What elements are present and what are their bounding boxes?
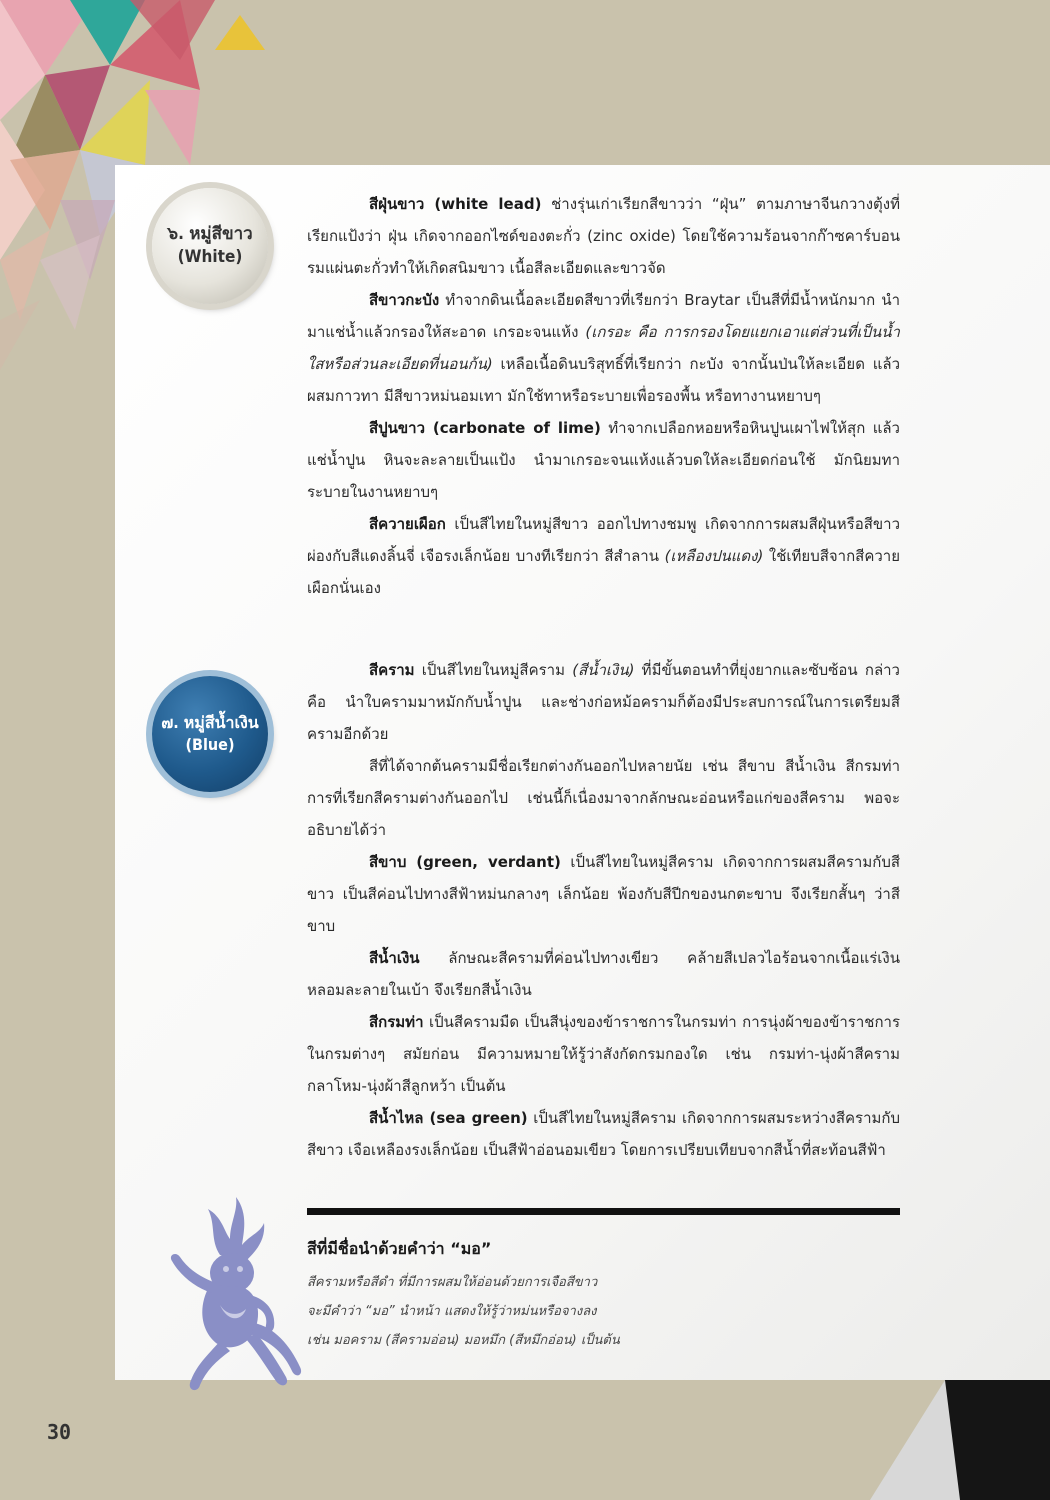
badge-subtitle: (Blue) (185, 735, 235, 754)
paragraph-text: เป็นสีไทยในหมู่สีขาว ออกไปทางชมพู เกิดจากการผสมสีฝุ่นหรือสีขาวผ่องกับสีแดงลิ้นจี่ เจือรงเล็กน้อย บางทีเรียกว่า สีสำลาน (307, 515, 900, 565)
paragraph-note: (เกรอะ คือ การกรองโดยแยกเอาแต่ส่วนที่เป็นน้ำใสหรือส่วนละเอียดที่นอนก้น) (307, 323, 900, 373)
paragraph (307, 942, 900, 1006)
badge-title: ๖. หมู่สีขาว (167, 224, 253, 245)
term: สีปูนขาว (carbonate of lime) (369, 419, 601, 437)
note-box (307, 1237, 907, 1355)
thai-mythical-figure-illustration (150, 1195, 305, 1410)
paragraph-text: ทำจากดินเนื้อละเอียดสีขาวที่เรียกว่า Braytar เป็นสีที่มีน้ำหนักมาก นำมาแช่น้ำแล้วกรองให้สะอาด เกรอะจนแห้ง (307, 291, 900, 341)
page-number: 30 (47, 1420, 72, 1444)
term: สีควายเผือก (369, 515, 446, 533)
paragraph (307, 412, 900, 508)
paragraph (307, 750, 900, 846)
paragraph-text: ที่มีขั้นตอนทำที่ยุ่งยากและซับซ้อน กล่าวคือ นำใบครามมาหมักกับน้ำปูน และช่างก่อหม้อครามก็ต้องมีประสบการณ์ในการเตรียมสีครามอีกด้วย (307, 661, 900, 743)
paragraph (307, 508, 900, 604)
note-body (307, 1268, 907, 1355)
divider (307, 1208, 900, 1215)
section-badge-white (152, 188, 268, 304)
paragraph-text: เป็นสีครามมืด เป็นสีนุ่งของข้าราชการในกรมท่า การนุ่งผ้าของข้าราชการในกรมต่างๆ สมัยก่อน มีความหมายให้รู้ว่าสังกัดกรมกองใด เช่น กรมท่า-นุ่งผ้าสีคราม กลาโหม-นุ่งผ้าสีลูกหว้า เป็นต้น (307, 1013, 900, 1095)
paragraph-note: (เหลืองปนแดง) (664, 547, 764, 565)
paragraph-text: เป็นสีไทยในหมู่สีคราม เกิดจากการผสมระหว่างสีครามกับสีขาว เจือเหลืองรงเล็กน้อย เป็นสีฟ้าอ่อนอมเขียว โดยการเปรียบเทียบจากสีน้ำที่สะท้อนสีฟ้า (307, 1109, 900, 1159)
paragraph-text: ช่างรุ่นเก่าเรียกสีขาวว่า “ฝุ่น” ตามภาษาจีนกวางตุ้งที่เรียกแป้งว่า ฝุ่น เกิดจากออกไซด์ของตะกั่ว (zinc oxide) โดยใช้ความร้อนจากก๊าซคาร์บอน รมแผ่นตะกั่วทำให้เกิดสนิมขาว เนื้อสีละเอียดและขาวจัด (307, 195, 900, 277)
term: สีน้ำเงิน (369, 949, 420, 967)
paragraph-text: เป็นสีไทยในหมู่สีคราม (414, 661, 573, 679)
note-title: สีที่มีชื่อนำด้วยคำว่า “มอ” (307, 1239, 492, 1258)
term: สีน้ำไหล (sea green) (369, 1109, 528, 1127)
note-line: เช่น มอคราม (สีครามอ่อน) มอหมึก (สีหมึกอ่อน) เป็นต้น (307, 1333, 620, 1348)
section-white-text (307, 188, 900, 604)
paragraph-text: ลักษณะสีครามที่ค่อนไปทางเขียว คล้ายสีเปลวไอร้อนจากเนื้อแร่เงินหลอมละลายในเบ้า จึงเรียกสีน้ำเงิน (307, 949, 900, 999)
term: สีฝุ่นขาว (white lead) (369, 195, 542, 213)
paragraph-text: เหลือเนื้อดินบริสุทธิ์ที่เรียกว่า กะบัง จากนั้นป่นให้ละเอียด แล้วผสมกาวทา มีสีขาวหม่นอมเทา มักใช้ทาหรือระบายเพื่อรองพื้น หรือทางานหยาบๆ (307, 355, 900, 405)
paragraph-text: สีที่ได้จากต้นครามมีชื่อเรียกต่างกันออกไปหลายนัย เช่น สีขาบ สีน้ำเงิน สีกรมท่า การที่เรียกสีครามต่างกันออกไป เช่นนี้ก็เนื่องมาจากลักษณะอ่อนหรือแก่ของสีคราม พอจะอธิบายได้ว่า (307, 757, 900, 839)
paragraph (307, 846, 900, 942)
paragraph (307, 284, 900, 412)
paragraph-text: ใช้เทียบสีจากสีควายเผือกนั่นเอง (307, 547, 901, 597)
note-line: จะมีคำว่า “มอ” นำหน้า แสดงให้รู้ว่าหม่นหรือจางลง (307, 1304, 597, 1319)
badge-subtitle: (White) (177, 247, 243, 267)
term: สีคราม (369, 661, 415, 679)
section-badge-blue (152, 676, 268, 792)
paragraph (307, 1006, 900, 1102)
paragraph (307, 188, 900, 284)
paragraph-text: เป็นสีไทยในหมู่สีคราม เกิดจากการผสมสีครามกับสีขาว เป็นสีค่อนไปทางสีฟ้าหม่นกลางๆ เล็กน้อย พ้องกับสีปีกของนกตะขาบ จึงเรียกสั้นๆ ว่าสีขาบ (307, 853, 900, 935)
paragraph-text: ทำจากเปลือกหอยหรือหินปูนเผาไฟให้สุก แล้วแช่น้ำปูน หินจะละลายเป็นแป้ง นำมาเกรอะจนแห้งแล้วบดให้ละเอียดก่อนใช้ มักนิยมทาระบายในงานหยาบๆ (307, 419, 900, 501)
note-line: สีครามหรือสีดำ ที่มีการผสมให้อ่อนด้วยการเจือสีขาว (307, 1275, 598, 1290)
term: สีขาวกะบัง (369, 291, 440, 309)
paragraph (307, 1102, 900, 1166)
badge-title: ๗. หมู่สีน้ำเงิน (161, 713, 259, 733)
section-blue-text (307, 654, 900, 1166)
paragraph-note: (สีน้ำเงิน) (572, 661, 635, 679)
term: สีกรมท่า (369, 1013, 424, 1031)
term: สีขาบ (green, verdant) (369, 853, 561, 871)
paragraph (307, 654, 900, 750)
